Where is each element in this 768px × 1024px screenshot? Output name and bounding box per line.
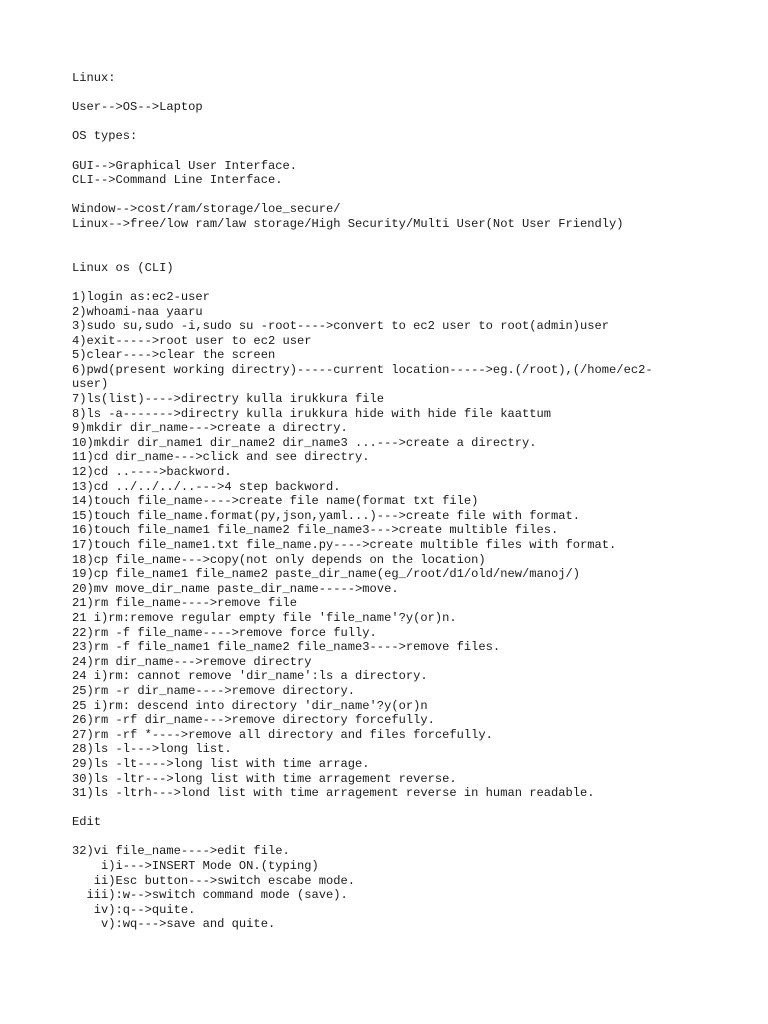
command-line: 29)ls -lt---->long list with time arrage.	[72, 756, 370, 771]
command-line: 18)cp file_name--->copy(not only depends on the location)	[72, 552, 486, 567]
cli-section-heading: Linux os (CLI)	[72, 260, 174, 275]
spacer	[72, 115, 762, 130]
flow-line: User-->OS-->Laptop	[72, 100, 203, 115]
command-line: 17)touch file_name1.txt file_name.py---->create multible files with format.	[72, 538, 617, 552]
command-line: 10)mkdir dir_name1 dir_name2 dir_name3 ...--->create a directry.	[72, 435, 537, 450]
command-line: 25)rm -r dir_name---->remove directory.	[72, 683, 356, 698]
command-line: 24 i)rm: cannot remove 'dir_name':ls a directory.	[72, 669, 428, 684]
command-line: 28)ls -l--->long list.	[72, 742, 232, 757]
spacer	[72, 232, 762, 261]
command-line: 20)mv move_dir_name paste_dir_name----->move.	[72, 581, 399, 596]
command-line: 1)login as:ec2-user	[72, 289, 210, 304]
command-line: iv):q-->quite.	[72, 902, 196, 917]
cli-command-list	[72, 290, 762, 801]
command-line: 11)cd dir_name--->click and see directry.	[72, 450, 370, 465]
linux-line: Linux-->free/low ram/law storage/High Security/Multi User(Not User Friendly)	[72, 216, 624, 231]
command-line: i)i--->INSERT Mode ON.(typing)	[72, 859, 319, 874]
command-line: 13)cd ../../../..--->4 step backword.	[72, 479, 341, 494]
command-line: 31)ls -ltrh--->lond list with time arragement reverse in human readable.	[72, 786, 595, 801]
edit-command-list	[72, 844, 762, 932]
command-line: 32)vi file_name---->edit file.	[72, 844, 290, 859]
command-line: 27)rm -rf *---->remove all directory and files forcefully.	[72, 727, 493, 742]
command-line: 4)exit----->root user to ec2 user	[72, 333, 312, 348]
spacer	[72, 188, 762, 203]
command-line: ii)Esc button--->switch escabe mode.	[72, 873, 356, 888]
command-line: 8)ls -a------->directry kulla irukkura hide with hide file kaattum	[72, 406, 551, 421]
command-line: iii):w-->switch command mode (save).	[72, 888, 348, 903]
command-line: 22)rm -f file_name---->remove force fully.	[72, 625, 377, 640]
doc-title: Linux:	[72, 71, 116, 85]
command-line: 25 i)rm: descend into directory 'dir_name'?y(or)n	[72, 698, 428, 713]
command-line: 30)ls -ltr--->long list with time arragement reverse.	[72, 771, 457, 786]
command-line: 21)rm file_name---->remove file	[72, 596, 297, 611]
command-line: 23)rm -f file_name1 file_name2 file_name3---->remove files.	[72, 640, 501, 655]
spacer	[72, 144, 762, 159]
spacer	[72, 86, 762, 101]
command-line: 12)cd ..---->backword.	[72, 465, 232, 480]
command-line: 15)touch file_name.format(py,json,yaml...)--->create file with format.	[72, 508, 581, 523]
command-line: 9)mkdir dir_name--->create a directry.	[72, 421, 348, 436]
os-types-heading: OS types:	[72, 129, 138, 144]
windows-line: Window-->cost/ram/storage/loe_secure/	[72, 202, 341, 217]
command-line: 3)sudo su,sudo -i,sudo su -root---->convert to ec2 user to root(admin)user	[72, 319, 610, 334]
command-line: user)	[72, 377, 109, 392]
command-line: 26)rm -rf dir_name--->remove directory forcefully.	[72, 713, 435, 728]
command-line: 24)rm dir_name--->remove directry	[72, 654, 312, 669]
command-line: v):wq--->save and quite.	[72, 917, 276, 932]
gui-line: GUI-->Graphical User Interface.	[72, 158, 297, 173]
command-line: 2)whoami-naa yaaru	[72, 304, 203, 319]
command-line: 7)ls(list)---->directry kulla irukkura file	[72, 392, 385, 407]
document-page	[72, 71, 762, 932]
command-line: 5)clear---->clear the screen	[72, 348, 276, 363]
cli-line: CLI-->Command Line Interface.	[72, 173, 283, 188]
command-line: 14)touch file_name---->create file name(format txt file)	[72, 494, 479, 509]
edit-section-heading: Edit	[72, 815, 102, 830]
command-line: 16)touch file_name1 file_name2 file_name3--->create multible files.	[72, 523, 559, 538]
command-line: 19)cp file_name1 file_name2 paste_dir_name(eg_/root/d1/old/new/manoj/)	[72, 567, 581, 582]
spacer	[72, 275, 762, 290]
spacer	[72, 830, 762, 845]
command-line: 21 i)rm:remove regular empty file 'file_name'?y(or)n.	[72, 610, 457, 625]
spacer	[72, 801, 762, 816]
command-line: 6)pwd(present working directry)-----current location----->eg.(/root),(/home/ec2-	[72, 362, 653, 377]
